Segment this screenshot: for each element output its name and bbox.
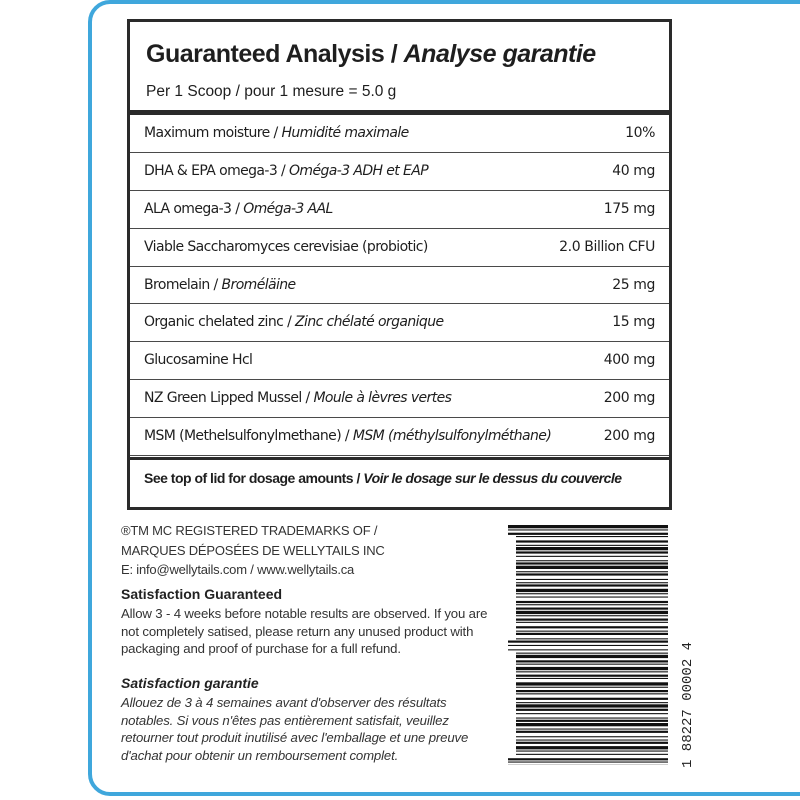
barcode-bar — [508, 758, 668, 760]
satisfaction-body-fr: Allouez de 3 à 4 semaines avant d'observer des résultats notables. Si vous n'êtes pas entièrement satisfait, veuillez retourner tout produit inutilisé avec l'emballage et une preuve d'achat pour obtenir un remboursement complet. — [121, 695, 469, 764]
analysis-row — [130, 342, 669, 380]
satisfaction-title-fr: Satisfaction garantie — [121, 675, 259, 691]
barcode-bar — [516, 536, 668, 537]
satisfaction-title-en: Satisfaction Guaranteed — [121, 586, 283, 602]
barcode-bar — [516, 740, 668, 741]
barcode-bar — [516, 573, 668, 575]
barcode-bar — [516, 579, 668, 580]
barcode-bar — [516, 608, 668, 610]
analysis-row-name — [144, 163, 428, 179]
barcode-bar — [516, 718, 668, 719]
barcode-bar — [508, 645, 668, 646]
ingredient-en: Glucosamine Hcl — [144, 352, 253, 369]
serving-size: Per 1 Scoop / pour 1 mesure = 5.0 g — [146, 83, 397, 100]
trademark-line-1: ®TM MC REGISTERED TRADEMARKS OF / — [121, 523, 378, 538]
analysis-row — [130, 115, 669, 153]
barcode-bar — [516, 566, 668, 569]
barcode-bar — [516, 751, 668, 752]
contact-line: E: info@wellytails.com / www.wellytails.ca — [121, 562, 355, 577]
analysis-row-name — [144, 428, 551, 444]
barcode-bar — [516, 709, 668, 711]
analysis-title — [146, 40, 596, 69]
trademark-line-2: MARQUES DÉPOSÉES DE WELLYTAILS INC — [121, 542, 385, 558]
analysis-row — [130, 153, 669, 191]
barcode-bar — [508, 529, 668, 530]
analysis-row — [130, 267, 669, 305]
barcode-bar — [516, 626, 668, 628]
barcode-bar — [516, 675, 668, 677]
ingredient-sep: / — [209, 276, 222, 293]
analysis-title-sep: / — [384, 40, 404, 68]
analysis-row-value: 175 mg — [603, 200, 655, 217]
barcode-number — [680, 526, 696, 768]
barcode-bar — [516, 664, 668, 665]
barcode-bar — [516, 582, 668, 583]
barcode-bar — [516, 619, 668, 621]
barcode-bar — [516, 671, 668, 672]
barcode-bar — [516, 604, 668, 605]
ingredient-en: MSM (Methelsulfonylmethane) — [144, 428, 342, 445]
analysis-row-value: 25 mg — [612, 276, 655, 293]
barcode-bar — [516, 556, 668, 557]
barcode-bar — [516, 687, 668, 688]
analysis-row-value: 10% — [625, 125, 655, 141]
analysis-rows — [130, 115, 669, 456]
ingredient-en: Bromelain — [144, 276, 210, 293]
analysis-row-value: 200 mg — [603, 428, 655, 445]
barcode-bar — [508, 533, 668, 535]
barcode-bar — [516, 593, 668, 594]
dosage-note — [144, 470, 622, 486]
barcode-bar — [516, 633, 668, 635]
barcode-bar — [516, 597, 668, 598]
barcode-bar — [508, 649, 668, 650]
analysis-row — [130, 191, 669, 229]
barcode-bar — [516, 611, 668, 614]
analysis-title-fr: Analyse garantie — [403, 40, 596, 68]
ingredient-en: Viable Saccharomyces cerevisiae (probiotic) — [144, 238, 428, 255]
ingredient-fr: MSM (méthylsulfonylméthane) — [352, 428, 552, 445]
barcode-bar — [516, 682, 668, 685]
ingredient-fr: Oméga-3 AAL — [243, 200, 333, 217]
ingredient-en: ALA omega-3 — [144, 200, 232, 217]
barcode-bar — [516, 713, 668, 714]
barcode-bar — [516, 736, 668, 737]
ingredient-en: DHA & EPA omega-3 — [144, 162, 278, 179]
analysis-row — [130, 229, 669, 267]
barcode-bar — [516, 729, 668, 730]
barcode-bar — [516, 560, 668, 561]
analysis-row-name — [144, 201, 333, 217]
ingredient-en: Maximum moisture — [144, 125, 270, 141]
barcode-bars — [508, 525, 668, 765]
ingredient-sep: / — [277, 162, 289, 179]
trademark-block — [121, 521, 385, 580]
barcode-bar — [516, 731, 668, 733]
analysis-row-value: 400 mg — [603, 352, 655, 369]
analysis-row-name — [144, 277, 296, 293]
barcode-bar — [516, 547, 668, 550]
ingredient-sep: / — [231, 200, 244, 217]
barcode-number-text: 1 88227 00002 4 — [680, 641, 696, 768]
bottom-divider — [130, 457, 669, 460]
barcode-bar — [508, 641, 668, 643]
barcode-bar — [508, 762, 668, 763]
satisfaction-body-en: Allow 3 - 4 weeks before notable results are observed. If you are not completely satised, please return any unused product with packaging and proof of purchase for a full refund. — [121, 606, 488, 657]
analysis-row-name — [144, 390, 451, 406]
barcode-bar — [516, 702, 668, 703]
barcode-bar — [516, 690, 668, 692]
analysis-row-value: 40 mg — [612, 162, 655, 179]
barcode-bar — [516, 678, 668, 679]
analysis-row-name — [144, 125, 409, 141]
barcode-bar — [516, 720, 668, 722]
barcode-bar — [516, 754, 668, 755]
guaranteed-analysis-panel — [127, 19, 672, 510]
ingredient-sep: / — [269, 125, 282, 141]
ingredient-fr: Moule à lèvres vertes — [313, 390, 452, 407]
barcode-bar — [516, 638, 668, 639]
barcode-bar — [516, 742, 668, 744]
analysis-row-value: 2.0 Billion CFU — [559, 238, 655, 255]
barcode-bar — [508, 525, 668, 528]
barcode-bar — [516, 545, 668, 546]
analysis-row-value: 15 mg — [612, 314, 655, 331]
barcode-bar — [516, 571, 668, 572]
barcode-bar — [516, 622, 668, 623]
barcode-bar — [516, 551, 668, 553]
analysis-row-name — [144, 314, 443, 330]
ingredient-fr: Humidité maximale — [281, 125, 409, 141]
ingredient-en: Organic chelated zinc — [144, 314, 284, 331]
analysis-row-value: 200 mg — [603, 390, 655, 407]
barcode-bar — [516, 698, 668, 700]
barcode-bar — [516, 693, 668, 694]
analysis-title-en: Guaranteed Analysis — [146, 40, 385, 68]
barcode-bar — [516, 562, 668, 564]
ingredient-sep: / — [301, 390, 314, 407]
ingredient-fr: Broméläine — [221, 276, 296, 293]
dosage-note-sep: / — [353, 470, 364, 486]
barcode-bar — [516, 655, 668, 658]
barcode-bar — [516, 704, 668, 707]
ingredient-en: NZ Green Lipped Mussel — [144, 390, 302, 407]
dosage-note-en: See top of lid for dosage amounts — [144, 470, 354, 486]
ingredient-sep: / — [283, 314, 296, 331]
analysis-row — [130, 380, 669, 418]
barcode-bar — [516, 589, 668, 592]
barcode-bar — [516, 667, 668, 670]
analysis-row-name — [144, 239, 428, 255]
analysis-row — [130, 304, 669, 342]
barcode-bar — [516, 584, 668, 586]
barcode-bar — [516, 601, 668, 603]
dosage-note-fr: Voir le dosage sur le dessus du couvercle — [363, 470, 622, 486]
ingredient-sep: / — [341, 428, 353, 445]
barcode-bar — [516, 615, 668, 616]
analysis-row-name — [144, 352, 252, 368]
barcode-bar — [516, 746, 668, 749]
barcode-bar — [516, 723, 668, 726]
ingredient-fr: Zinc chélaté organique — [295, 314, 444, 331]
barcode-bar — [516, 660, 668, 662]
barcode-bar — [516, 631, 668, 632]
barcode — [508, 525, 668, 765]
barcode-bar — [516, 540, 668, 542]
barcode-bar — [516, 653, 668, 654]
ingredient-fr: Oméga-3 ADH et EAP — [289, 162, 429, 179]
analysis-row — [130, 418, 669, 456]
